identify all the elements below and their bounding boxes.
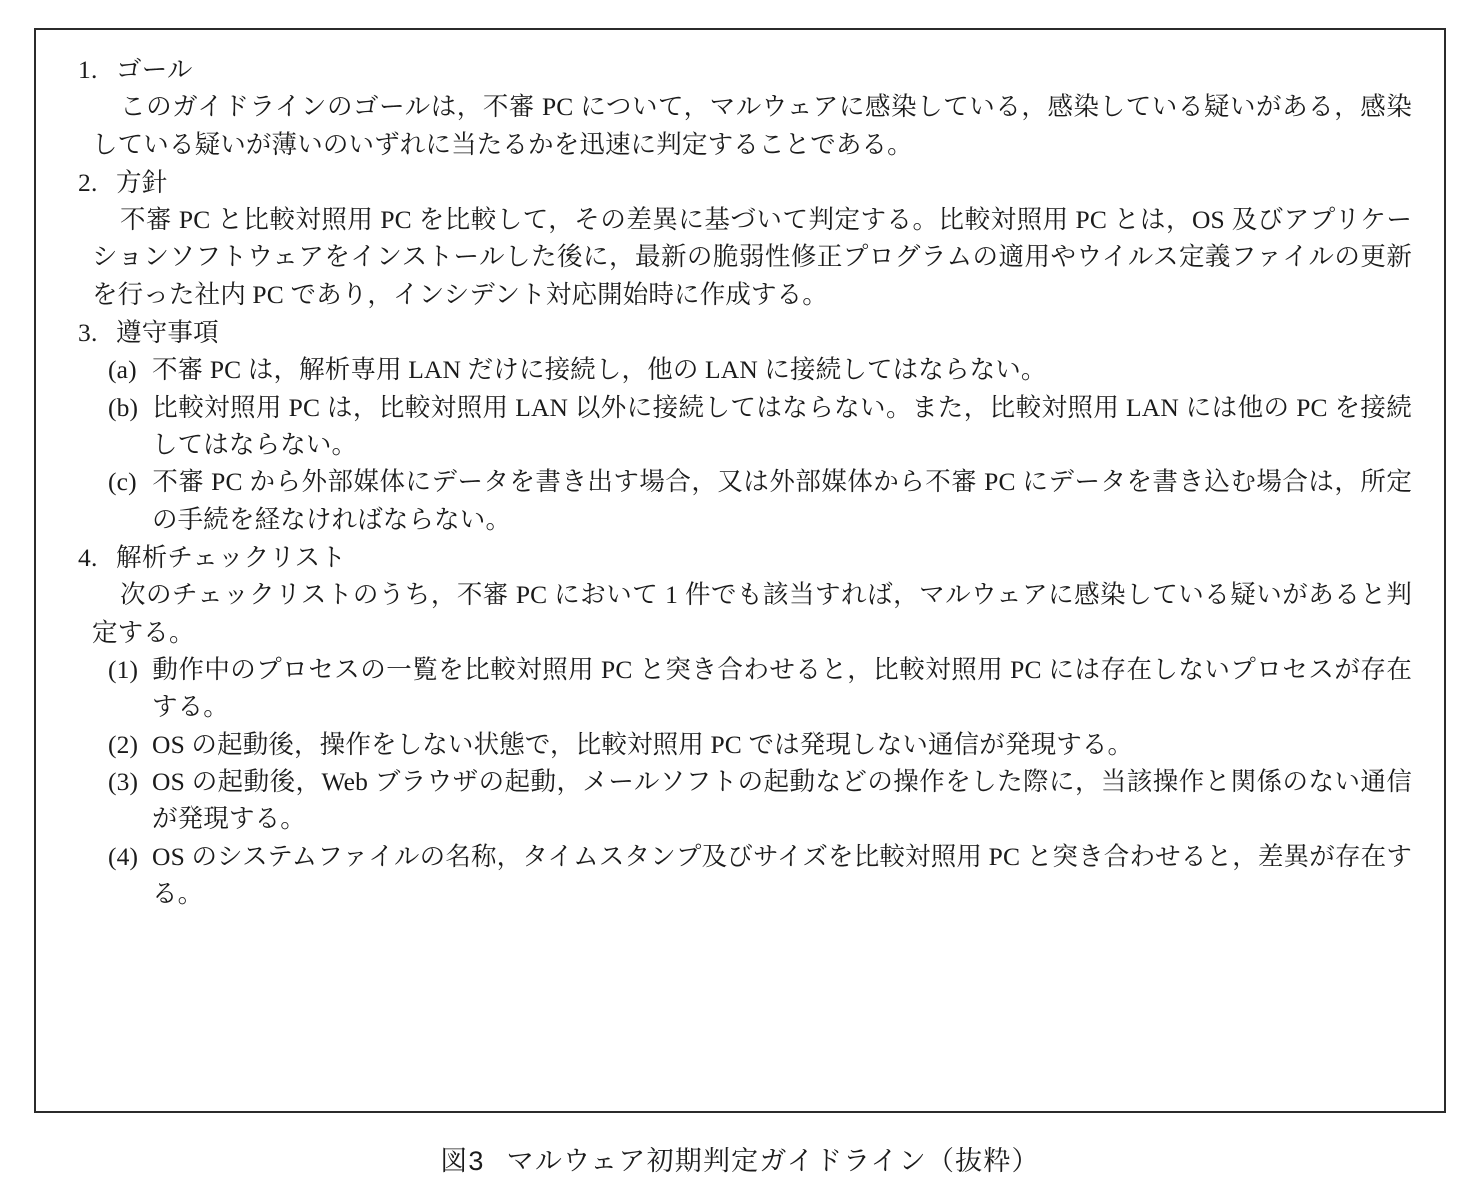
section-compliance-title: 遵守事項 [116, 318, 219, 348]
figure-caption-title: マルウェア初期判定ガイドライン（抜粋） [506, 1146, 1040, 1176]
list-item-text: OS の起動後，Web ブラウザの起動，メールソフトの起動などの操作をした際に，当該操作と関係のない通信が発現する。 [152, 766, 1412, 834]
list-item [108, 389, 1418, 464]
section-compliance-number: 3. [78, 318, 98, 348]
list-item-text: 不審 PC は，解析専用 LAN だけに接続し，他の LAN に接続してはならない。 [152, 355, 1047, 385]
list-item-label: (a) [108, 355, 137, 385]
section-policy-title: 方針 [116, 167, 168, 197]
section-goal-title: ゴール [116, 55, 193, 84]
section-goal-number: 1. [78, 55, 98, 84]
list-item-text: 不審 PC から外部媒体にデータを書き出す場合，又は外部媒体から不審 PC にデータを書き込む場合は，所定の手続を経なければならない。 [152, 467, 1412, 534]
section-policy [62, 165, 1418, 313]
list-item [108, 351, 1418, 388]
section-checklist-heading [78, 540, 1418, 576]
list-item-label: (3) [108, 766, 139, 796]
list-item [108, 763, 1418, 838]
list-item-label: (b) [108, 392, 139, 422]
list-item [108, 838, 1418, 913]
list-item-label: (4) [108, 841, 139, 871]
section-checklist-paragraph: 次のチェックリストのうち，不審 PC において 1 件でも該当すれば，マルウェアに感染している疑いがあると判定する。 [92, 580, 1412, 647]
section-policy-heading [78, 165, 1418, 201]
section-checklist [62, 540, 1418, 912]
section-checklist-title: 解析チェックリスト [116, 543, 347, 573]
section-policy-number: 2. [78, 167, 98, 197]
list-item-text: OS のシステムファイルの名称，タイムスタンプ及びサイズを比較対照用 PC と突き合わせると，差異が存在する。 [152, 841, 1412, 908]
list-item-text: 比較対照用 PC は，比較対照用 LAN 以外に接続してはならない。また，比較対照用 LAN には他の PC を接続してはならない。 [152, 392, 1412, 460]
section-goal-heading [78, 52, 1418, 88]
section-checklist-number: 4. [78, 543, 98, 573]
guideline-figure-box [34, 28, 1446, 1113]
list-item [108, 726, 1418, 763]
list-item-text: 動作中のプロセスの一覧を比較対照用 PC と突き合わせると，比較対照用 PC には存在しないプロセスが存在する。 [152, 654, 1412, 722]
figure-caption [34, 1139, 1446, 1178]
section-goal-paragraph: このガイドラインのゴールは，不審 PC について，マルウェアに感染している，感染している疑いがある，感染している疑いが薄いのいずれに当たるかを迅速に判定することである。 [92, 92, 1412, 159]
list-item-label: (2) [108, 729, 139, 759]
list-item [108, 463, 1418, 538]
section-policy-paragraph: 不審 PC と比較対照用 PC を比較して，その差異に基づいて判定する。比較対照用 PC とは，OS 及びアプリケーションソフトウェアをインストールした後に，最新の脆弱性修正プログラムの適用やウイルス定義ファイルの更新を行った社内 PC であり，インシデント対応開始時に作成する。 [92, 205, 1412, 309]
list-item-label: (c) [108, 467, 137, 497]
section-compliance [62, 315, 1418, 538]
list-item [108, 651, 1418, 726]
section-compliance-heading [78, 315, 1418, 351]
section-goal [62, 52, 1418, 163]
list-item-label: (1) [108, 654, 139, 684]
list-item-text: OS の起動後，操作をしない状態で，比較対照用 PC では発現しない通信が発現する。 [152, 729, 1134, 759]
figure-caption-number: 図3 [440, 1146, 485, 1176]
